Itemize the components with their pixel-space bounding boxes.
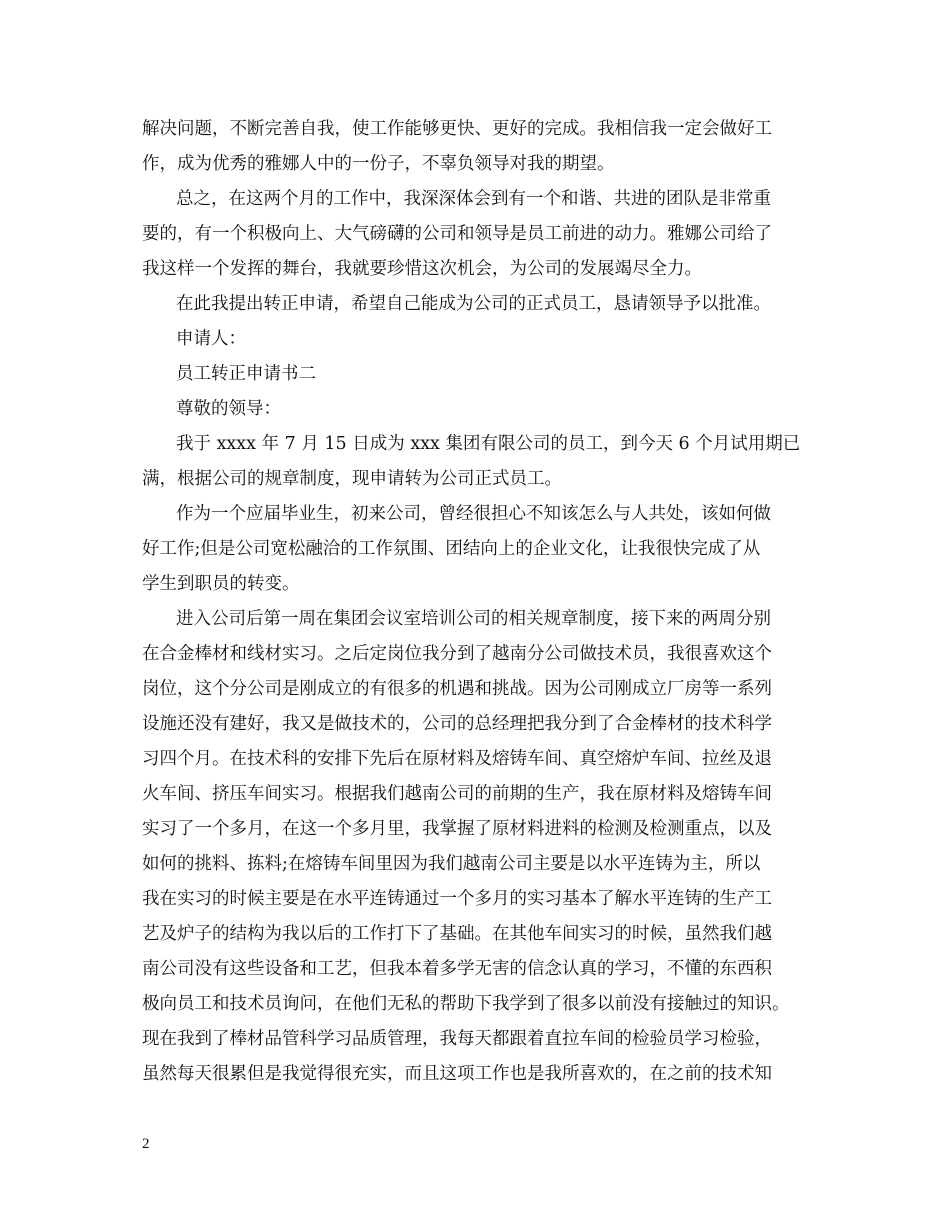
text-line: 尊敬的领导： xyxy=(176,399,281,419)
text-line: 虽然每天很累但是我觉得很充实，而且这项工作也是我所喜欢的，在之前的技术知 xyxy=(142,1064,772,1084)
text-line: 我在实习的时候主要是在水平连铸通过一个多月的实习基本了解水平连铸的生产工 xyxy=(142,889,772,909)
text-line: 现在我到了棒材品管科学习品质管理，我每天都跟着直拉车间的检验员学习检验， xyxy=(142,1029,772,1049)
text-line: 我于 xxxx 年 7 月 15 日成为 xxx 集团有限公司的员工，到今天 6 个月试用期已 xyxy=(176,434,801,454)
text-line: 设施还没有建好，我又是做技术的，公司的总经理把我分到了合金棒材的技术科学 xyxy=(142,714,772,734)
text-line: 总之，在这两个月的工作中，我深深体会到有一个和谐、共进的团队是非常重 xyxy=(176,189,771,209)
document-body xyxy=(142,112,822,1092)
text-line: 要的，有一个积极向上、大气磅礴的公司和领导是员工前进的动力。雅娜公司给了 xyxy=(142,224,772,244)
text-line: 火车间、挤压车间实习。根据我们越南公司的前期的生产，我在原材料及熔铸车间 xyxy=(142,784,772,804)
text-line: 我这样一个发挥的舞台，我就要珍惜这次机会，为公司的发展竭尽全力。 xyxy=(142,259,702,279)
text-line: 南公司没有这些设备和工艺，但我本着多学无害的信念认真的学习，不懂的东西积 xyxy=(142,959,772,979)
text-line: 申请人： xyxy=(176,329,246,349)
text-line: 进入公司后第一周在集团会议室培训公司的相关规章制度，接下来的两周分别 xyxy=(176,609,771,629)
text-line: 极向员工和技术员询问，在他们无私的帮助下我学到了很多以前没有接触过的知识。 xyxy=(142,994,790,1014)
text-line: 在此我提出转正申请，希望自己能成为公司的正式员工，恳请领导予以批准。 xyxy=(176,294,771,314)
text-line: 岗位，这个分公司是刚成立的有很多的机遇和挑战。因为公司刚成立厂房等一系列 xyxy=(142,679,772,699)
text-line: 实习了一个多月，在这一个多月里，我掌握了原材料进料的检测及检测重点，以及 xyxy=(142,819,772,839)
text-line: 满，根据公司的规章制度，现申请转为公司正式员工。 xyxy=(142,469,562,489)
text-line: 员工转正申请书二 xyxy=(176,364,316,384)
text-line: 如何的挑料、拣料;在熔铸车间里因为我们越南公司主要是以水平连铸为主，所以 xyxy=(142,854,761,874)
text-line: 作，成为优秀的雅娜人中的一份子，不辜负领导对我的期望。 xyxy=(142,154,615,174)
text-line: 学生到职员的转变。 xyxy=(142,574,300,594)
text-line: 在合金棒材和线材实习。之后定岗位我分到了越南分公司做技术员，我很喜欢这个 xyxy=(142,644,772,664)
text-line: 作为一个应届毕业生，初来公司，曾经很担心不知该怎么与人共处，该如何做 xyxy=(176,504,771,524)
text-line: 好工作;但是公司宽松融洽的工作氛围、团结向上的企业文化，让我很快完成了从 xyxy=(142,539,761,559)
text-line: 艺及炉子的结构为我以后的工作打下了基础。在其他车间实习的时候，虽然我们越 xyxy=(142,924,772,944)
text-line: 解决问题，不断完善自我，使工作能够更快、更好的完成。我相信我一定会做好工 xyxy=(142,119,772,139)
text-line: 习四个月。在技术科的安排下先后在原材料及熔铸车间、真空熔炉车间、拉丝及退 xyxy=(142,749,772,769)
page-number: 2 xyxy=(142,1136,150,1152)
